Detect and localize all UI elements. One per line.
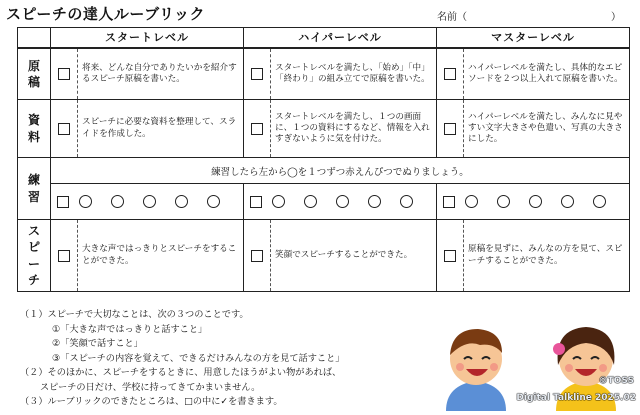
criterion-text: スタートレベルを満たし、「始め」「中」「終わり」の組み立てで原稿を書いた。 bbox=[275, 62, 430, 84]
checkbox[interactable] bbox=[58, 250, 70, 262]
checkbox[interactable] bbox=[444, 68, 456, 80]
row-practice-message bbox=[18, 158, 630, 184]
checkbox[interactable] bbox=[57, 196, 69, 208]
criterion-text: スピーチに必要な資料を整理して、スライドを作成した。 bbox=[82, 117, 237, 139]
note-line: （３）ルーブリックのできたところは、□の中に✓を書きます。 bbox=[20, 396, 283, 407]
practice-circle[interactable] bbox=[304, 195, 317, 208]
checkbox[interactable] bbox=[58, 68, 70, 80]
checkbox[interactable] bbox=[444, 123, 456, 135]
note-line: ①「大きな声ではっきりと話すこと」 bbox=[52, 323, 208, 335]
checkbox[interactable] bbox=[443, 196, 455, 208]
criterion-text: 大きな声ではっきりとスピーチをすることができた。 bbox=[82, 244, 237, 266]
level-master: マスターレベル bbox=[437, 28, 630, 48]
note-line: （１）スピーチで大切なことは、次の３つのことです。 bbox=[20, 309, 249, 320]
criterion-text: 将来、どんな自分でありたいかを紹介するスピーチ原稿を書いた。 bbox=[82, 62, 237, 84]
practice-circle[interactable] bbox=[593, 195, 606, 208]
note-line: （２）そのほかに、スピーチをするときに、用意したほうがよい物があれば、 bbox=[20, 367, 342, 378]
row-label-speech: スピーチ bbox=[18, 220, 51, 292]
practice-circle[interactable] bbox=[272, 195, 285, 208]
checkbox[interactable] bbox=[58, 123, 70, 135]
criterion-text: 笑顔でスピーチすることができた。 bbox=[275, 249, 413, 260]
note-line: ②「笑顔で話すこと」 bbox=[52, 338, 143, 349]
checkbox[interactable] bbox=[251, 123, 263, 135]
row-label-materials: 資料 bbox=[18, 100, 51, 158]
name-close: ） bbox=[611, 12, 621, 23]
level-start: スタートレベル bbox=[51, 28, 244, 48]
corner-cell bbox=[18, 28, 51, 48]
practice-circle[interactable] bbox=[143, 195, 156, 208]
row-materials bbox=[18, 100, 630, 158]
page-title: スピーチの達人ルーブリック bbox=[6, 5, 205, 23]
practice-instruction: 練習したら左から◯を１つずつ赤えんぴつでぬりましょう。 bbox=[51, 158, 630, 184]
level-hyper: ハイパーレベル bbox=[244, 28, 437, 48]
checkbox[interactable] bbox=[250, 196, 262, 208]
practice-circle[interactable] bbox=[400, 195, 413, 208]
header-row bbox=[18, 28, 630, 48]
criterion-text: スタートレベルを満たし、１つの画面に、１つの資料にするなど、情報を入れすぎないように気を付けた。 bbox=[275, 111, 430, 145]
practice-circle[interactable] bbox=[529, 195, 542, 208]
name-label: 名前（ bbox=[437, 12, 467, 23]
practice-circle[interactable] bbox=[175, 195, 188, 208]
note-line: スピーチの日だけ、学校に持ってきてかまいません。 bbox=[40, 381, 261, 393]
practice-circle[interactable] bbox=[497, 195, 510, 208]
criterion-text: ハイパーレベルを満たし、具体的なエピソードを２つ以上入れて原稿を書いた。 bbox=[468, 62, 623, 84]
practice-circle[interactable] bbox=[368, 195, 381, 208]
row-speech bbox=[18, 220, 630, 292]
practice-circle[interactable] bbox=[465, 195, 478, 208]
practice-circle[interactable] bbox=[207, 195, 220, 208]
practice-circle[interactable] bbox=[561, 195, 574, 208]
publisher-credit: Digital Talkline 2025.02 bbox=[516, 393, 636, 403]
row-label-manuscript: 原稿 bbox=[18, 48, 51, 100]
instructions bbox=[20, 308, 345, 410]
practice-circle[interactable] bbox=[79, 195, 92, 208]
practice-circle[interactable] bbox=[111, 195, 124, 208]
practice-circle[interactable] bbox=[336, 195, 349, 208]
boy-figure bbox=[446, 329, 506, 411]
criterion-text: 原稿を見ずに、みんなの方を見て、スピーチすることができた。 bbox=[468, 244, 623, 266]
row-manuscript bbox=[18, 48, 630, 100]
row-label-practice: 練習 bbox=[18, 158, 51, 220]
checkbox[interactable] bbox=[251, 68, 263, 80]
note-line: ③「スピーチの内容を覚えて、できるだけみんなの方を見て話すこと」 bbox=[52, 352, 345, 364]
row-practice-circles bbox=[18, 184, 630, 220]
checkbox[interactable] bbox=[251, 250, 263, 262]
checkbox[interactable] bbox=[444, 250, 456, 262]
rubric-table bbox=[17, 27, 630, 292]
criterion-text: ハイパーレベルを満たし、みんなに見やすい文字大きさや色遣い、写真の大きさにした。 bbox=[468, 111, 623, 145]
copyright-mark: ©TOSS bbox=[598, 376, 634, 386]
